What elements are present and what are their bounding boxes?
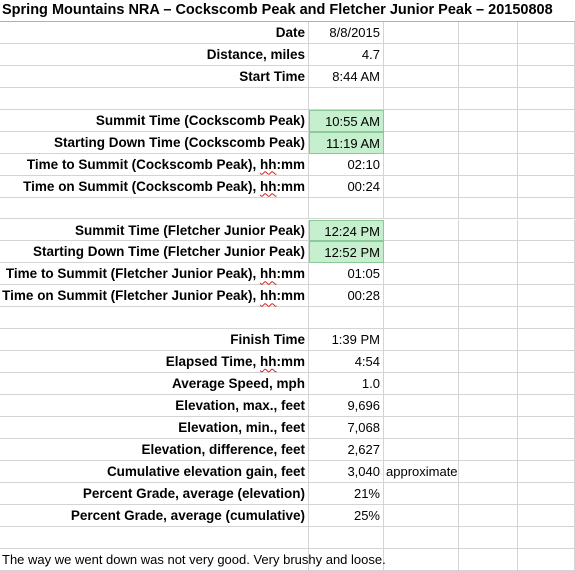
empty-cell[interactable] — [518, 66, 575, 88]
empty-cell[interactable] — [0, 198, 309, 220]
label-text: Time on Summit (Cockscomb Peak), — [23, 178, 260, 194]
row-date — [0, 22, 575, 44]
empty-cell[interactable] — [384, 220, 459, 242]
empty-cell[interactable] — [518, 241, 575, 263]
label-text: :mm — [276, 266, 305, 282]
empty-cell[interactable] — [459, 154, 518, 176]
empty-cell[interactable] — [0, 88, 309, 110]
empty-cell[interactable] — [459, 176, 518, 198]
empty-cell[interactable] — [518, 329, 575, 351]
empty-cell[interactable] — [518, 110, 575, 132]
row-elevation-min — [0, 417, 575, 439]
cockscomb-time-to-summit-label[interactable] — [0, 154, 309, 176]
empty-cell[interactable] — [384, 22, 459, 44]
date-label[interactable]: Date — [0, 22, 309, 44]
row-fletcher-down-time — [0, 241, 575, 263]
empty-cell[interactable] — [518, 307, 575, 329]
elevation-max-label[interactable]: Elevation, max., feet — [0, 395, 309, 417]
cockscomb-down-time-label[interactable]: Starting Down Time (Cockscomb Peak) — [0, 132, 309, 154]
row-blank — [0, 527, 575, 549]
fletcher-time-to-summit-label[interactable] — [0, 263, 309, 285]
empty-cell[interactable] — [518, 549, 575, 571]
empty-cell[interactable] — [384, 44, 459, 66]
empty-cell[interactable] — [384, 417, 459, 439]
label-unit: hh — [259, 156, 277, 172]
cumulative-gain-note[interactable]: approximate — [384, 461, 459, 483]
empty-cell[interactable] — [459, 439, 518, 461]
elevation-min-value[interactable]: 7,068 — [309, 417, 384, 439]
empty-cell[interactable] — [459, 549, 518, 571]
empty-cell[interactable] — [0, 307, 309, 329]
empty-cell[interactable] — [518, 88, 575, 110]
empty-cell[interactable] — [384, 527, 459, 549]
empty-cell[interactable] — [459, 285, 518, 307]
empty-cell[interactable] — [309, 198, 384, 220]
empty-cell[interactable] — [384, 351, 459, 373]
elapsed-time-label[interactable] — [0, 351, 309, 373]
cockscomb-down-time-value[interactable]: 11:19 AM — [309, 132, 384, 154]
row-grade-elevation — [0, 483, 575, 505]
empty-cell[interactable] — [384, 285, 459, 307]
cockscomb-time-on-summit-value[interactable]: 00:24 — [309, 176, 384, 198]
finish-time-label[interactable]: Finish Time — [0, 329, 309, 351]
empty-cell[interactable] — [384, 307, 459, 329]
empty-cell[interactable] — [459, 417, 518, 439]
empty-cell[interactable] — [384, 483, 459, 505]
empty-cell[interactable] — [459, 132, 518, 154]
empty-cell[interactable] — [518, 220, 575, 242]
label-text: :mm — [276, 354, 305, 370]
empty-cell[interactable] — [384, 373, 459, 395]
elevation-diff-label[interactable]: Elevation, difference, feet — [0, 439, 309, 461]
empty-cell[interactable] — [518, 154, 575, 176]
empty-cell[interactable] — [518, 461, 575, 483]
cockscomb-summit-time-label[interactable]: Summit Time (Cockscomb Peak) — [0, 110, 309, 132]
empty-cell[interactable] — [459, 483, 518, 505]
row-cumulative-gain — [0, 461, 575, 483]
row-cockscomb-time-on-summit — [0, 176, 575, 198]
fletcher-summit-time-value[interactable]: 12:24 PM — [309, 220, 384, 242]
empty-cell[interactable] — [459, 329, 518, 351]
start-time-value[interactable]: 8:44 AM — [309, 66, 384, 88]
empty-cell[interactable] — [384, 241, 459, 263]
empty-cell[interactable] — [518, 22, 575, 44]
fletcher-down-time-label[interactable]: Starting Down Time (Fletcher Junior Peak) — [0, 241, 309, 263]
fletcher-time-on-summit-label[interactable] — [0, 285, 309, 307]
average-speed-label[interactable]: Average Speed, mph — [0, 373, 309, 395]
empty-cell[interactable] — [459, 44, 518, 66]
empty-cell[interactable] — [384, 110, 459, 132]
title-row — [0, 0, 575, 22]
label-unit: hh — [259, 288, 277, 304]
sheet-title[interactable]: Spring Mountains NRA – Cockscomb Peak and Fletcher Junior Peak – 20150808 — [0, 0, 575, 22]
empty-cell[interactable] — [384, 198, 459, 220]
elevation-max-value[interactable]: 9,696 — [309, 395, 384, 417]
row-blank — [0, 88, 575, 110]
empty-cell[interactable] — [518, 132, 575, 154]
empty-cell[interactable] — [459, 110, 518, 132]
row-start-time — [0, 66, 575, 88]
empty-cell[interactable] — [518, 439, 575, 461]
empty-cell[interactable] — [384, 395, 459, 417]
row-fletcher-time-to-summit — [0, 263, 575, 285]
average-speed-value[interactable]: 1.0 — [309, 373, 384, 395]
row-elevation-diff — [0, 439, 575, 461]
empty-cell[interactable] — [459, 198, 518, 220]
row-distance — [0, 44, 575, 66]
empty-cell[interactable] — [459, 351, 518, 373]
row-blank — [0, 198, 575, 220]
fletcher-summit-time-label[interactable]: Summit Time (Fletcher Junior Peak) — [0, 220, 309, 242]
empty-cell[interactable] — [459, 373, 518, 395]
empty-cell[interactable] — [459, 22, 518, 44]
fletcher-time-on-summit-value[interactable]: 00:28 — [309, 285, 384, 307]
empty-cell[interactable] — [384, 66, 459, 88]
date-value[interactable]: 8/8/2015 — [309, 22, 384, 44]
comment-text[interactable]: The way we went down was not very good. Very brushy and loose. — [2, 551, 386, 567]
empty-cell[interactable] — [384, 176, 459, 198]
row-elapsed-time — [0, 351, 575, 373]
elevation-min-label[interactable]: Elevation, min., feet — [0, 417, 309, 439]
empty-cell[interactable] — [518, 417, 575, 439]
elevation-diff-value[interactable]: 2,627 — [309, 439, 384, 461]
label-text: Time on Summit (Fletcher Junior Peak), — [2, 288, 260, 304]
empty-cell[interactable] — [459, 505, 518, 527]
empty-cell[interactable] — [459, 220, 518, 242]
cockscomb-time-to-summit-value[interactable]: 02:10 — [309, 154, 384, 176]
empty-cell[interactable] — [518, 263, 575, 285]
row-elevation-max — [0, 395, 575, 417]
empty-cell[interactable] — [459, 461, 518, 483]
finish-time-value[interactable]: 1:39 PM — [309, 329, 384, 351]
empty-cell[interactable] — [309, 307, 384, 329]
empty-cell[interactable] — [518, 351, 575, 373]
grade-cumulative-value[interactable]: 25% — [309, 505, 384, 527]
empty-cell[interactable] — [518, 395, 575, 417]
distance-label[interactable]: Distance, miles — [0, 44, 309, 66]
empty-cell[interactable] — [518, 198, 575, 220]
label-unit: hh — [259, 178, 277, 194]
row-cockscomb-summit-time — [0, 110, 575, 132]
empty-cell[interactable] — [459, 263, 518, 285]
empty-cell[interactable] — [459, 395, 518, 417]
fletcher-down-time-value[interactable]: 12:52 PM — [309, 241, 384, 263]
empty-cell[interactable] — [309, 527, 384, 549]
empty-cell[interactable] — [518, 373, 575, 395]
label-unit: hh — [259, 354, 277, 370]
row-finish-time — [0, 329, 575, 351]
row-cockscomb-down-time — [0, 132, 575, 154]
empty-cell[interactable] — [459, 527, 518, 549]
empty-cell[interactable] — [518, 483, 575, 505]
row-average-speed — [0, 373, 575, 395]
grade-cumulative-label[interactable]: Percent Grade, average (cumulative) — [0, 505, 309, 527]
empty-cell[interactable] — [384, 132, 459, 154]
fletcher-time-to-summit-value[interactable]: 01:05 — [309, 263, 384, 285]
cumulative-gain-label[interactable]: Cumulative elevation gain, feet — [0, 461, 309, 483]
row-fletcher-time-on-summit — [0, 285, 575, 307]
empty-cell[interactable] — [384, 263, 459, 285]
row-fletcher-summit-time — [0, 220, 575, 242]
empty-cell[interactable] — [459, 307, 518, 329]
grade-elevation-label[interactable]: Percent Grade, average (elevation) — [0, 483, 309, 505]
grade-elevation-value[interactable]: 21% — [309, 483, 384, 505]
empty-cell[interactable] — [309, 88, 384, 110]
label-text: Time to Summit (Cockscomb Peak), — [26, 156, 260, 172]
label-unit: hh — [259, 266, 277, 282]
empty-cell[interactable] — [384, 549, 459, 571]
empty-cell[interactable] — [459, 66, 518, 88]
label-text: :mm — [276, 178, 305, 194]
empty-cell[interactable] — [459, 88, 518, 110]
empty-cell[interactable] — [518, 44, 575, 66]
distance-value[interactable]: 4.7 — [309, 44, 384, 66]
empty-cell[interactable] — [384, 154, 459, 176]
row-cockscomb-time-to-summit — [0, 154, 575, 176]
empty-cell[interactable] — [0, 527, 309, 549]
empty-cell[interactable] — [518, 285, 575, 307]
row-grade-cumulative — [0, 505, 575, 527]
row-comment — [0, 549, 575, 571]
empty-cell[interactable] — [384, 505, 459, 527]
empty-cell[interactable] — [518, 505, 575, 527]
label-text: :mm — [276, 288, 305, 304]
label-text: :mm — [276, 156, 305, 172]
empty-cell[interactable] — [459, 241, 518, 263]
label-text: Time to Summit (Fletcher Junior Peak), — [5, 266, 260, 282]
empty-cell[interactable] — [384, 329, 459, 351]
start-time-label[interactable]: Start Time — [0, 66, 309, 88]
empty-cell[interactable] — [384, 439, 459, 461]
empty-cell[interactable] — [384, 88, 459, 110]
empty-cell[interactable] — [518, 527, 575, 549]
cumulative-gain-value[interactable]: 3,040 — [309, 461, 384, 483]
elapsed-time-value[interactable]: 4:54 — [309, 351, 384, 373]
empty-cell[interactable] — [518, 176, 575, 198]
cockscomb-summit-time-value[interactable]: 10:55 AM — [309, 110, 384, 132]
row-blank — [0, 307, 575, 329]
label-text: Elapsed Time, — [165, 354, 260, 370]
cockscomb-time-on-summit-label[interactable] — [0, 176, 309, 198]
